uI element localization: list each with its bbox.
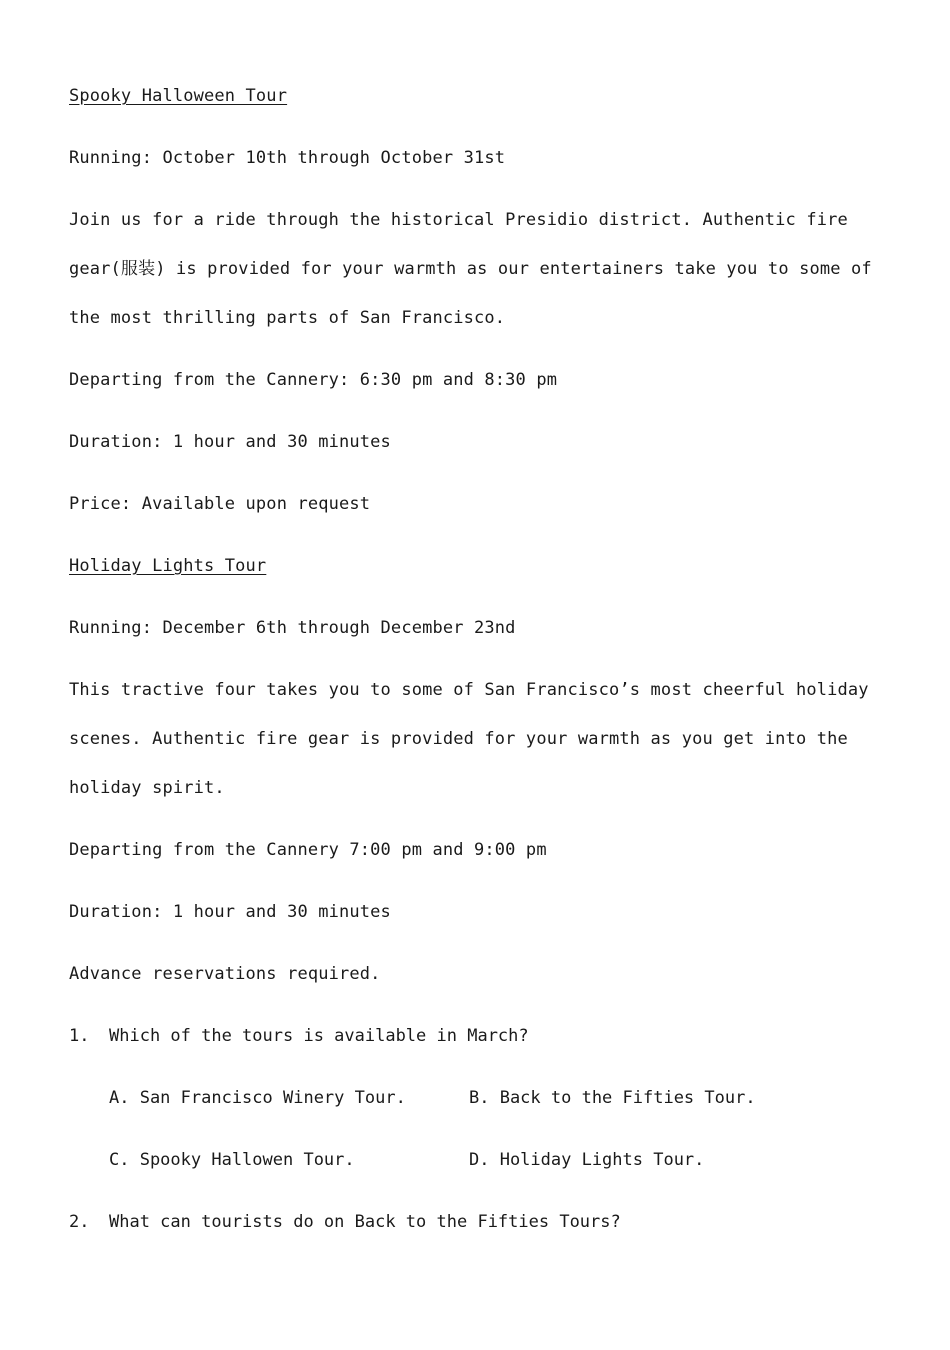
answer-option-c[interactable]: C. Spooky Hallowen Tour. bbox=[109, 1150, 355, 1170]
answer-option-d[interactable]: D. Holiday Lights Tour. bbox=[469, 1150, 705, 1170]
tour-title-spooky-halloween: Spooky Halloween Tour bbox=[69, 86, 288, 106]
tour-running-dates: Running: October 10th through October 31st bbox=[69, 148, 506, 168]
tour-description-line: This tractive four takes you to some of San Francisco’s most cheerful holiday bbox=[69, 680, 869, 700]
tour-price: Price: Available upon request bbox=[69, 494, 371, 514]
tour-departure-times: Departing from the Cannery 7:00 pm and 9:00 pm bbox=[69, 840, 547, 860]
tour-description-line: scenes. Authentic fire gear is provided for your warmth as you get into the bbox=[69, 729, 848, 749]
question-text: What can tourists do on Back to the Fifties Tours? bbox=[109, 1212, 621, 1232]
question-number: 1. bbox=[69, 1026, 90, 1046]
tour-description-line: Join us for a ride through the historical Presidio district. Authentic fire bbox=[69, 210, 848, 230]
question-number: 2. bbox=[69, 1212, 90, 1232]
tour-title-holiday-lights: Holiday Lights Tour bbox=[69, 556, 267, 576]
tour-reservation-note: Advance reservations required. bbox=[69, 964, 381, 984]
question-text: Which of the tours is available in March? bbox=[109, 1026, 529, 1046]
tour-duration: Duration: 1 hour and 30 minutes bbox=[69, 902, 391, 922]
answer-option-b[interactable]: B. Back to the Fifties Tour. bbox=[469, 1088, 756, 1108]
tour-running-dates: Running: December 6th through December 23nd bbox=[69, 618, 516, 638]
tour-duration: Duration: 1 hour and 30 minutes bbox=[69, 432, 391, 452]
answer-option-a[interactable]: A. San Francisco Winery Tour. bbox=[109, 1088, 406, 1108]
tour-departure-times: Departing from the Cannery: 6:30 pm and 8:30 pm bbox=[69, 370, 558, 390]
tour-description-line: the most thrilling parts of San Francisco. bbox=[69, 308, 506, 328]
tour-description-line: gear(服装) is provided for your warmth as our entertainers take you to some of bbox=[69, 259, 872, 279]
tour-description-line: holiday spirit. bbox=[69, 778, 225, 798]
